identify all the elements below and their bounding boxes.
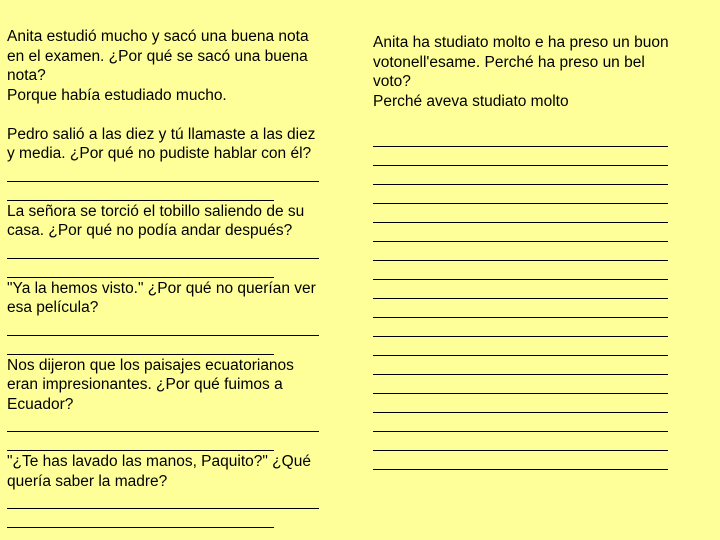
example-line: voto?	[373, 73, 411, 90]
question-line: casa. ¿Por qué no podía andar después?	[7, 222, 293, 239]
answer-line[interactable]	[373, 337, 668, 356]
answer-line[interactable]	[373, 147, 668, 166]
answer-line[interactable]	[7, 241, 319, 259]
question-line: La señora se torció el tobillo saliendo de su	[7, 202, 305, 220]
answer-line[interactable]	[373, 280, 668, 299]
answer-line[interactable]	[7, 318, 319, 336]
question-2	[7, 202, 337, 278]
answer-line[interactable]	[373, 375, 668, 394]
example-line: nota?	[7, 67, 46, 84]
answer-line[interactable]	[373, 318, 668, 337]
question-line: "¿Te has lavado las manos, Paquito?" ¿Qué	[7, 453, 311, 470]
example-line: Anita estudió mucho y sacó una buena nota	[7, 28, 309, 45]
question-4	[7, 356, 337, 452]
question-line: esa película?	[7, 299, 99, 316]
example-italian	[373, 33, 693, 111]
example-line: votonell'esame. Perché ha preso un bel	[373, 53, 645, 71]
answer-line[interactable]	[7, 491, 319, 509]
answer-line[interactable]	[373, 261, 668, 280]
answer-line[interactable]	[373, 394, 668, 413]
answer-line[interactable]	[373, 223, 668, 242]
answer-line[interactable]	[7, 414, 319, 432]
question-line: Nos dijeron que los paisajes ecuatorianos	[7, 356, 294, 374]
answer-line[interactable]	[373, 128, 668, 147]
example-line: Perché aveva studiato molto	[373, 92, 569, 110]
question-3	[7, 279, 337, 355]
answer-line[interactable]	[7, 337, 274, 355]
example-spanish	[7, 27, 337, 105]
answer-line[interactable]	[373, 299, 668, 318]
answer-line[interactable]	[373, 166, 668, 185]
answer-line[interactable]	[373, 185, 668, 204]
answer-line[interactable]	[7, 260, 274, 278]
answer-line[interactable]	[373, 432, 668, 451]
answer-line[interactable]	[7, 510, 274, 528]
answer-line[interactable]	[373, 242, 668, 261]
question-1	[7, 125, 337, 201]
example-line: Porque había estudiado mucho.	[7, 86, 227, 104]
question-line: eran impresionantes. ¿Por qué fuimos a	[7, 376, 283, 393]
example-line: en el examen. ¿Por qué se sacó una buena	[7, 47, 308, 65]
answer-line[interactable]	[7, 164, 319, 182]
question-line: Ecuador?	[7, 395, 74, 413]
question-5	[7, 452, 337, 528]
example-line: Anita ha studiato molto e ha preso un buon	[373, 34, 669, 51]
italian-column	[373, 33, 693, 111]
answer-line[interactable]	[373, 356, 668, 375]
italian-answer-lines	[373, 128, 668, 470]
question-line: y media. ¿Por qué no pudiste hablar con él?	[7, 145, 312, 162]
spanish-column	[7, 27, 337, 529]
answer-line[interactable]	[373, 204, 668, 223]
answer-line[interactable]	[373, 451, 668, 470]
answer-line[interactable]	[7, 433, 274, 451]
answer-line[interactable]	[373, 413, 668, 432]
question-line: Pedro salió a las diez y tú llamaste a las diez	[7, 125, 316, 143]
question-line: "Ya la hemos visto." ¿Por qué no querían ver	[7, 279, 316, 297]
question-line: quería saber la madre?	[7, 472, 168, 490]
answer-line[interactable]	[7, 183, 274, 201]
